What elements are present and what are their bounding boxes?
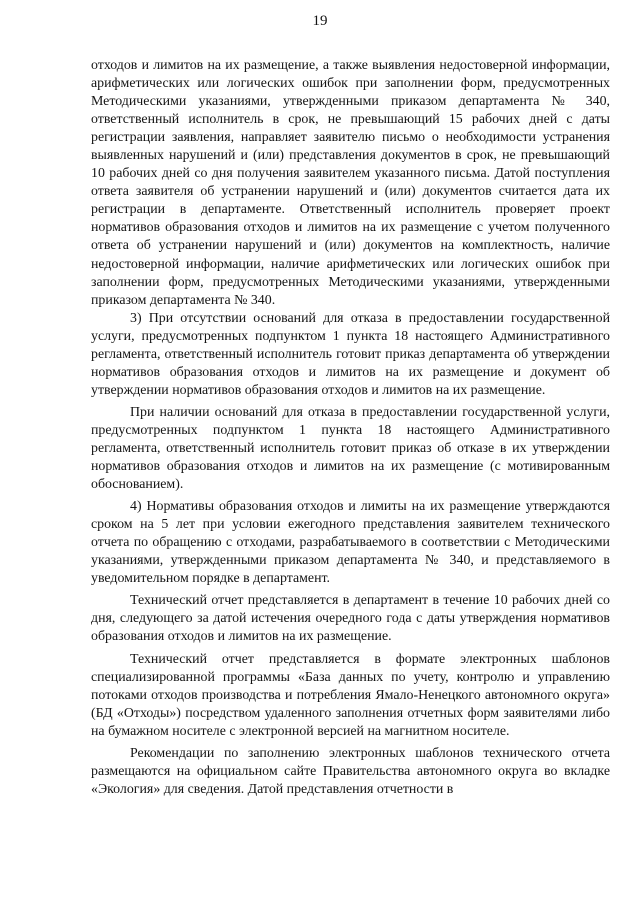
page-number: 19 (312, 13, 328, 29)
paragraph-report-format: Технический отчет представляется в формате электронных шаблонов специализированной программы «База данных по учету, контролю и управлению потоками отходов производства и потребления Ямало-Ненецкого автономного округа» (БД «Отходы») посредством удаленного заполнения отчетных форм заявителями либо на бумажном носителе с электронной версией на магнитном носителе. (91, 651, 610, 739)
document-body (91, 57, 610, 799)
paragraph-recommendations: Рекомендации по заполнению электронных шаблонов технического отчета размещаются на официальном сайте Правительства автономного округа во вкладке «Экология» для сведения. Датой представления отчетности в (91, 745, 610, 797)
paragraph-continuation: отходов и лимитов на их размещение, а также выявления недостоверной информации, арифметических или логических ошибок при заполнении форм, предусмотренных Методическими указаниями, утвержденными приказом департамента № 340, ответственный исполнитель в срок, не превышающий 15 рабочих дней с даты регистрации заявления, направляет заявителю письмо о необходимости устранения выявленных нарушений и (или) представления документов в срок, не превышающий 10 рабочих дней со дня получения заявителем указанного письма. Датой поступления ответа заявителя об устранении нарушений и (или) документов считается дата их регистрации в департаменте. Ответственный исполнитель проверяет проект нормативов образования отходов и лимитов на их размещение с учетом полученного ответа об устранении нарушений и (или) документов на комплектность, наличие недостоверной информации, наличие арифметических или логических ошибок при заполнении форм, предусмотренных Методическими указаниями, утвержденными приказом департамента № 340. (91, 58, 610, 308)
paragraph-item-3: 3) При отсутствии оснований для отказа в предоставлении государственной услуги, предусмотренных подпунктом 1 пункта 18 настоящего Административного регламента, ответственный исполнитель готовит приказ департамента об утверждении нормативов образования отходов и лимитов на их размещение и документ об утверждении нормативов образования отходов и лимитов на их размещение. (91, 310, 610, 398)
paragraph-item-4: 4) Нормативы образования отходов и лимиты на их размещение утверждаются сроком на 5 лет при условии ежегодного представления заявителем технического отчета по обращению с отходами, разрабатываемого в соответствии с Методическими указаниями, утвержденными приказом департамента № 340, и представляемого в уведомительном порядке в департамент. (91, 499, 610, 587)
paragraph-report-deadline: Технический отчет представляется в департамент в течение 10 рабочих дней со дня, следующего за датой истечения очередного года с даты утверждения нормативов образования отходов и лимитов на их размещение. (91, 593, 610, 645)
paragraph-refusal: При наличии оснований для отказа в предоставлении государственной услуги, предусмотренных подпунктом 1 пункта 18 настоящего Административного регламента, ответственный исполнитель готовит приказ об отказе в их утверждении нормативов образования отходов и лимитов на их размещение (с мотивированным обоснованием). (91, 404, 610, 493)
